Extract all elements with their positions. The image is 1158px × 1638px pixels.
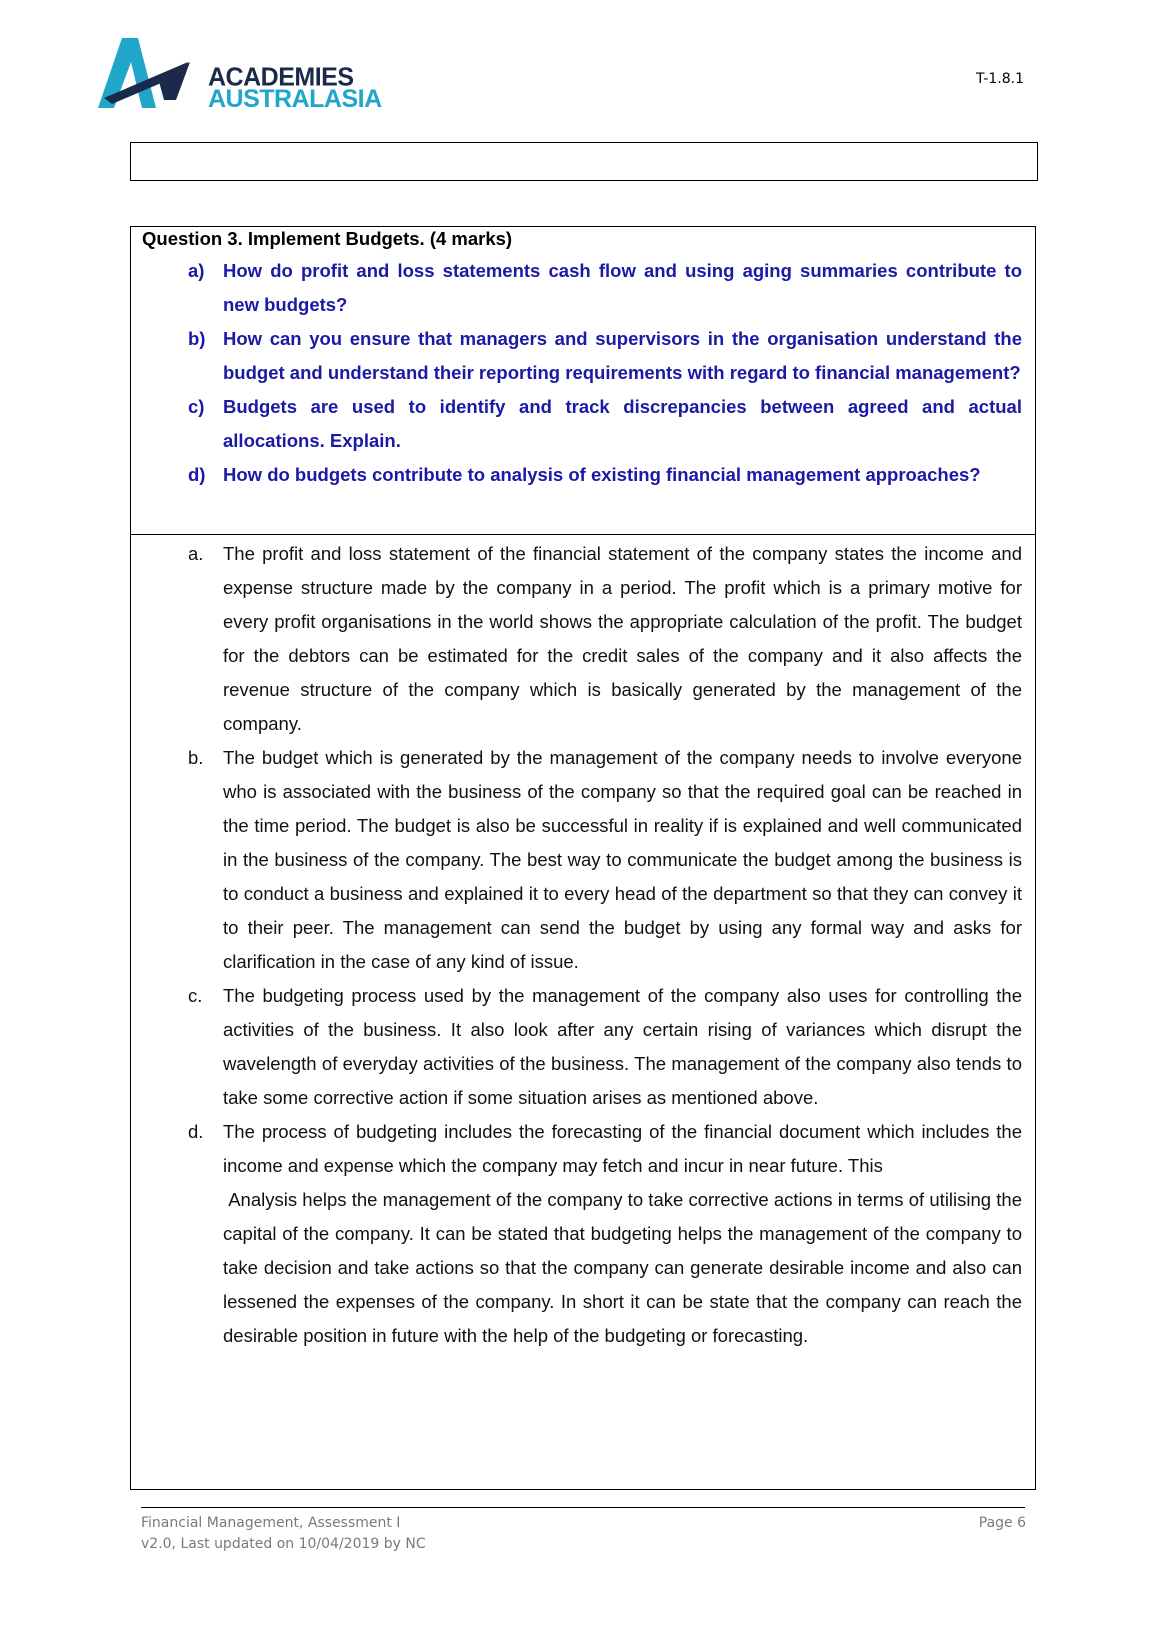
empty-input-box bbox=[130, 142, 1038, 181]
answer-marker: c. bbox=[188, 985, 203, 1006]
question-list bbox=[142, 254, 1022, 492]
question-item bbox=[142, 390, 1022, 458]
answer-text: The budget which is generated by the management of the company needs to involve everyone who is associated with the business of the company so that the required goal can be reached in the time period. The budget is also be successful in reality if is explained and well communicated in the business of the company. The best way to communicate the budget among the business is to conduct a business and explained it to every head of the department so that they can convey it to their peer. The management can send the budget by using any formal way and asks for clarification in the case of any kind of issue. bbox=[223, 747, 1022, 972]
academies-logo-mark-icon bbox=[98, 38, 198, 112]
answer-text: The profit and loss statement of the financial statement of the company states the income and expense structure made by the company in a period. The profit which is a primary motive for every profit organisations in the world shows the appropriate calculation of the profit. The budget for the debtors can be estimated for the credit sales of the company and it also affects the revenue structure of the company which is basically generated by the management of the company. bbox=[223, 543, 1022, 734]
footer-divider bbox=[141, 1507, 1025, 1508]
logo-line-1: ACADEMIES bbox=[208, 62, 354, 92]
answer-marker: a. bbox=[188, 543, 204, 564]
question-table bbox=[130, 226, 1036, 1490]
question-item bbox=[142, 458, 1022, 492]
answer-text: The process of budgeting includes the forecasting of the financial document which includes the income and expense which the company may fetch and incur in near future. This bbox=[223, 1121, 1022, 1176]
answer-marker: b. bbox=[188, 747, 204, 768]
footer-left bbox=[141, 1513, 426, 1555]
question-item bbox=[142, 322, 1022, 390]
answer-text: Analysis helps the management of the company to take corrective actions in terms of utilising the capital of the company. It can be stated that budgeting helps the management of the company to take decision and take actions so that the company can generate desirable income and also can lessened the expenses of the company. In short it can be state that the company can reach the desirable position in future with the help of the budgeting or forecasting. bbox=[223, 1189, 1028, 1346]
footer-course: Financial Management, Assessment I bbox=[141, 1515, 401, 1531]
document-code: T-1.8.1 bbox=[976, 71, 1024, 87]
logo-line-2: AUSTRALASIA bbox=[208, 85, 382, 113]
question-title: Question 3. Implement Budgets. (4 marks) bbox=[142, 228, 513, 249]
answer-marker: d. bbox=[188, 1121, 204, 1142]
question-text: Budgets are used to identify and track discrepancies between agreed and actual allocations. Explain. bbox=[223, 396, 1022, 451]
footer-page-number: Page 6 bbox=[978, 1515, 1026, 1531]
answer-item bbox=[142, 537, 1022, 741]
logo-wordmark bbox=[208, 62, 382, 113]
question-text: How can you ensure that managers and supervisors in the organisation understand the budget and understand their reporting requirements with regard to financial management? bbox=[223, 328, 1022, 383]
answer-item bbox=[142, 741, 1022, 979]
question-item bbox=[142, 254, 1022, 322]
question-marker: b) bbox=[188, 328, 206, 349]
question-marker: c) bbox=[188, 396, 205, 417]
footer-version: v2.0, Last updated on 10/04/2019 by NC bbox=[141, 1536, 426, 1552]
question-marker: d) bbox=[188, 464, 206, 485]
academies-australasia-logo bbox=[98, 38, 382, 113]
answer-item bbox=[142, 979, 1022, 1115]
question-marker: a) bbox=[188, 260, 205, 281]
answer-text: The budgeting process used by the management of the company also uses for controlling the activities of the business. It also look after any certain rising of variances which disrupt the wavelength of everyday activities of the business. The management of the company also tends to take some corrective action if some situation arises as mentioned above. bbox=[223, 985, 1022, 1108]
answer-continuation bbox=[142, 1183, 1028, 1353]
answer-item bbox=[142, 1115, 1022, 1183]
question-cell bbox=[131, 228, 1035, 535]
question-text: How do budgets contribute to analysis of existing financial management approaches? bbox=[223, 464, 981, 485]
question-text: How do profit and loss statements cash flow and using aging summaries contribute to new budgets? bbox=[223, 260, 1022, 315]
answer-list bbox=[131, 535, 1035, 1353]
